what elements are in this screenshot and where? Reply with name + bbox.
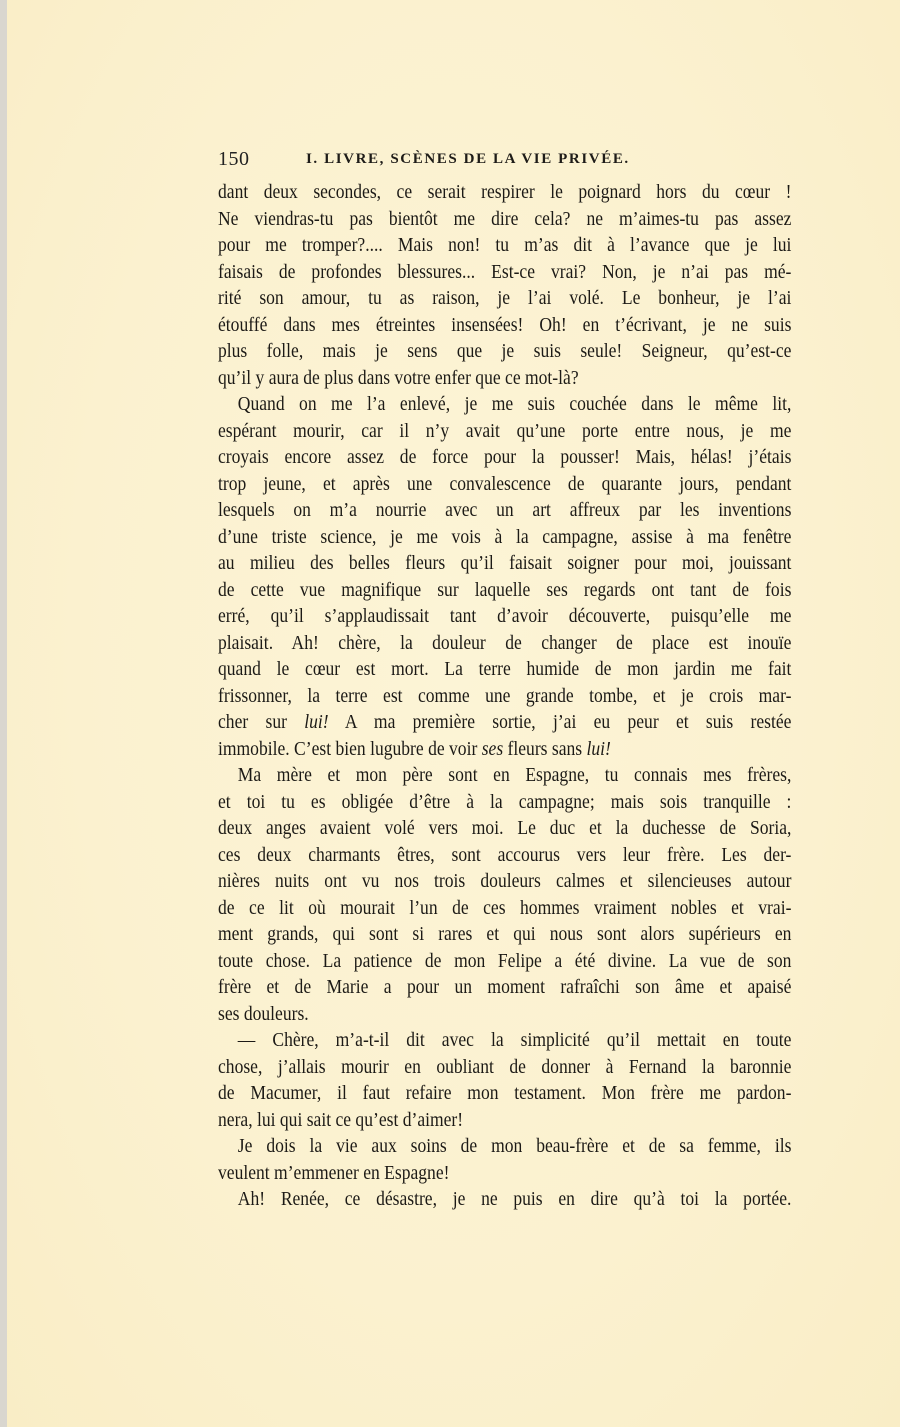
paragraph-1	[218, 180, 792, 392]
text-line: Ma mère et mon père sont en Espagne, tu connais mes frères,	[237, 765, 792, 786]
text-line: ses douleurs.	[218, 1003, 309, 1025]
text-line: erré, qu’il s’applaudissait tant d’avoir découverte, puisqu’elle me	[218, 606, 792, 627]
text-line: nera, lui qui sait ce qu’est d’aimer!	[218, 1109, 464, 1131]
text-line: de cette vue magnifique sur laquelle ses regards ont tant de fois	[218, 579, 792, 601]
text-line: lesquels on m’a nourrie avec un art affreux par les inventions	[218, 500, 792, 521]
text-line-with-italic	[218, 737, 791, 764]
text-line: Ah! Renée, ce désastre, je ne puis en dire qu’à toi la portée.	[237, 1189, 792, 1210]
book-page	[7, 0, 900, 1427]
italic-emphasis: ses	[481, 738, 504, 760]
text-line: ment grands, qui sont si rares et qui nous sont alors supérieurs en	[218, 924, 792, 945]
text-line: Ne viendras-tu pas bientôt me dire cela? ne m’aimes-tu pas assez	[218, 208, 792, 230]
text-line: d’une triste science, je me vois à la campagne, assise à ma fenêtre	[218, 526, 792, 548]
body-text	[218, 180, 792, 1214]
text-line: pour me tromper?.... Mais non! tu m’as dit à l’avance que je lui	[218, 235, 792, 256]
text-line: qu’il y aura de plus dans votre enfer que ce mot-là?	[218, 367, 579, 389]
text-line: de ce lit où mourait l’un de ces hommes vraiment nobles et vrai-	[218, 897, 792, 919]
text-run: A ma première sortie, j’ai eu peur et suis restée	[328, 712, 792, 733]
text-line: étouffé dans mes étreintes insensées! Oh! en t’écrivant, je ne suis	[218, 314, 792, 336]
paragraph-4	[218, 1028, 792, 1134]
text-line: plus folle, mais je sens que je suis seule! Seigneur, qu’est-ce	[218, 341, 792, 362]
text-line: Je dois la vie aux soins de mon beau-frère et de sa femme, ils	[237, 1136, 792, 1157]
text-line: dant deux secondes, ce serait respirer le poignard hors du cœur !	[218, 182, 792, 203]
text-line: faisais de profondes blessures... Est-ce vrai? Non, je n’ai pas mé-	[218, 261, 792, 283]
paragraph-3	[218, 763, 792, 1028]
text-line: frère et de Marie a pour un moment rafraîchi son âme et apaisé	[218, 977, 792, 998]
text-line: toute chose. La patience de mon Felipe a été divine. La vue de son	[218, 950, 792, 972]
text-run: cher sur	[218, 712, 305, 733]
paragraph-2	[218, 392, 792, 763]
text-line: plaisait. Ah! chère, la douleur de changer de place est inouïe	[218, 632, 792, 654]
italic-emphasis: lui!	[586, 738, 611, 760]
text-line: croyais encore assez de force pour la pousser! Mais, hélas! j’étais	[218, 447, 792, 468]
text-line: veulent m’emmener en Espagne!	[218, 1162, 450, 1184]
text-line: trop jeune, et après une convalescence de quarante jours, pendant	[218, 473, 792, 495]
text-line: Quand on me l’a enlevé, je me suis couchée dans le même lit,	[237, 394, 792, 415]
paragraph-6	[218, 1187, 792, 1214]
text-line: quand le cœur est mort. La terre humide de mon jardin me fait	[218, 659, 792, 680]
text-line: deux anges avaient volé vers moi. Le duc et la duchesse de Soria,	[218, 818, 792, 839]
scan-edge-strip	[0, 0, 7, 1427]
italic-emphasis: lui!	[304, 712, 329, 733]
text-line: espérant mourir, car il n’y avait qu’une porte entre nous, je me	[218, 420, 792, 442]
running-head: I. LIVRE, SCÈNES DE LA VIE PRIVÉE.	[306, 151, 630, 167]
text-line: frissonner, la terre est comme une grande tombe, et je crois mar-	[218, 685, 792, 707]
text-run: fleurs sans	[503, 738, 587, 760]
text-line: au milieu des belles fleurs qu’il faisait soigner pour moi, jouissant	[218, 553, 792, 574]
paragraph-5	[218, 1134, 792, 1187]
text-line-with-italic	[218, 710, 791, 737]
text-line: ces deux charmants êtres, sont accourus vers leur frère. Les der-	[218, 844, 792, 866]
page-number: 150	[218, 148, 250, 170]
text-line: — Chère, m’a-t-il dit avec la simplicité qu’il mettait en toute	[237, 1030, 792, 1051]
text-line: nières nuits ont vu nos trois douleurs calmes et silencieuses autour	[218, 871, 792, 892]
text-line: rité son amour, tu as raison, je l’ai volé. Le bonheur, je l’ai	[218, 288, 792, 309]
text-line: chose, j’allais mourir en oubliant de donner à Fernand la baronnie	[218, 1056, 792, 1078]
page-header	[218, 148, 792, 172]
text-line: et toi tu es obligée d’être à la campagne; mais sois tranquille :	[218, 791, 792, 813]
text-line: de Macumer, il faut refaire mon testament. Mon frère me pardon-	[218, 1083, 792, 1104]
text-run: immobile. C’est bien lugubre de voir	[218, 738, 482, 760]
